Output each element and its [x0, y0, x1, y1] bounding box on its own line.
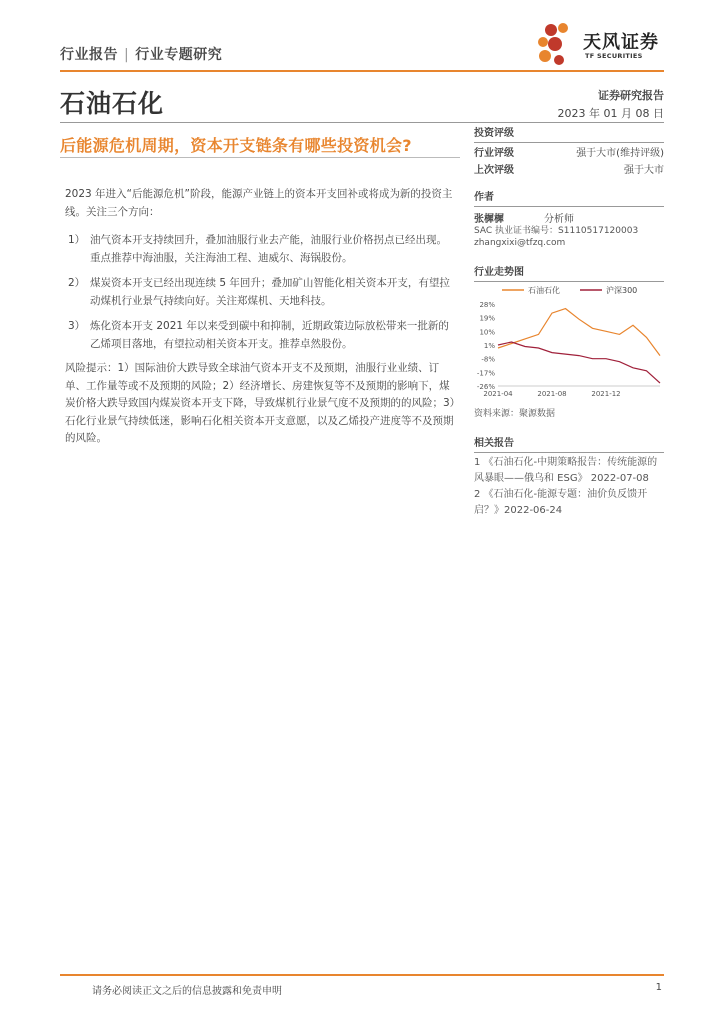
y-tick-label: 28% [479, 301, 495, 309]
legend-label: 石油石化 [528, 286, 560, 295]
list-item [68, 232, 457, 267]
trend-section [474, 263, 664, 282]
list-item-number: 1） [68, 234, 86, 246]
logo-text-en: TF SECURITIES [585, 52, 643, 60]
headline-rule [60, 157, 460, 158]
header-rule [60, 70, 664, 72]
industry-rating-row [474, 145, 664, 162]
series-line [498, 309, 660, 356]
industry-rating-value: 强于大市(维持评级) [576, 148, 664, 159]
related-rule [474, 452, 664, 453]
list-item-text: 炼化资本开支 2021 年以来受到碳中和抑制，近期政策边际放松带来一批新的乙烯项目落地，有望拉动相关资本开支。推荐卓然股份。 [90, 320, 449, 350]
list-item-text: 煤炭资本开支已经出现连续 5 年回升；叠加矿山智能化相关资本开支，有望拉动煤机行业景气持续向好。关注郑煤机、天地科技。 [90, 277, 450, 307]
report-category [60, 44, 222, 64]
title-rule [60, 122, 664, 123]
y-tick-label: 10% [479, 328, 495, 337]
y-tick-label: -17% [476, 369, 495, 378]
author-sac: SAC 执业证书编号：S1110517120003 [474, 226, 639, 236]
rating-rule [474, 142, 664, 143]
list-item-number: 2） [68, 277, 86, 289]
list-item-number: 3） [68, 320, 86, 332]
logo-text-cn: 天风证券 [583, 32, 659, 53]
author-rule [474, 206, 664, 207]
y-tick-label: 1% [483, 342, 495, 350]
x-tick-label: 2021-08 [537, 390, 567, 398]
list-item [68, 275, 457, 310]
author-title: 分析师 [544, 214, 574, 225]
subcategory-label: 行业专题研究 [135, 47, 223, 63]
rating-section [474, 124, 664, 179]
footer-disclaimer: 请务必阅读正文之后的信息披露和免责申明 [92, 986, 282, 997]
report-date: 2023 年 01 月 08 日 [557, 107, 664, 120]
industry-rating-label: 行业评级 [474, 148, 514, 159]
y-tick-label: 19% [479, 314, 495, 323]
legend-label: 沪深300 [606, 286, 638, 295]
related-section [474, 434, 664, 519]
author-row [474, 210, 664, 225]
list-item-text: 油气资本开支持续回升，叠加油服行业去产能，油服行业价格拐点已经出现。重点推荐中海油服，关注海油工程、迪威尔、海锅股份。 [90, 234, 447, 264]
tf-logo-icon [533, 20, 583, 70]
chart-source: 资料来源：聚源数据 [474, 409, 556, 419]
sector-title: 石油石化 [60, 89, 165, 118]
rating-heading: 投资评级 [474, 128, 514, 139]
category-separator: | [124, 47, 130, 63]
trend-heading: 行业走势图 [474, 267, 524, 278]
prev-rating-label: 上次评级 [474, 165, 514, 176]
footer-rule [60, 974, 664, 976]
related-heading: 相关报告 [474, 438, 514, 449]
author-name: 张樨樨 [474, 214, 504, 225]
industry-trend-chart [474, 282, 664, 400]
report-type: 证券研究报告 [598, 89, 664, 102]
list-item [68, 318, 457, 353]
prev-rating-value: 强于大市 [624, 165, 664, 176]
author-email[interactable]: zhangxixi@tfzq.com [474, 238, 566, 248]
risk-warning: 风险提示：1）国际油价大跌导致全球油气资本开支不及预期，油服行业业绩、订单、工作量等或不及预期的风险；2）经济增长、房建恢复等不及预期的影响下，煤炭价格大跌导致国内煤炭资本开支下降，导致煤机行业景气度不及预期的的风险；3）石化行业景气持续低迷，影响石化相关资本开支意愿，以及乙烯投产进度等不及预期的风险。 [65, 362, 455, 444]
series-line [498, 342, 660, 383]
related-report-1[interactable]: 1 《石油石化-中期策略报告：传统能源的风暴眼——俄乌和 ESG》 2022-07-08 [474, 457, 658, 484]
author-section [474, 188, 664, 249]
prev-rating-row [474, 162, 664, 179]
y-tick-label: -26% [476, 383, 495, 391]
headline: 后能源危机周期，资本开支链条有哪些投资机会? [60, 136, 412, 155]
y-tick-label: -8% [481, 355, 495, 364]
intro-paragraph: 2023 年进入“后能源危机”阶段，能源产业链上的资本开支回补或将成为新的投资主线。关注三个方向： [65, 188, 453, 218]
x-tick-label: 2021-04 [483, 390, 513, 398]
x-tick-label: 2021-12 [591, 390, 621, 398]
related-report-2[interactable]: 2 《石油石化-能源专题：油价负反馈开启？》2022-06-24 [474, 489, 648, 516]
category-label: 行业报告 [60, 47, 118, 63]
page-number: 1 [655, 982, 662, 993]
author-heading: 作者 [474, 192, 494, 203]
